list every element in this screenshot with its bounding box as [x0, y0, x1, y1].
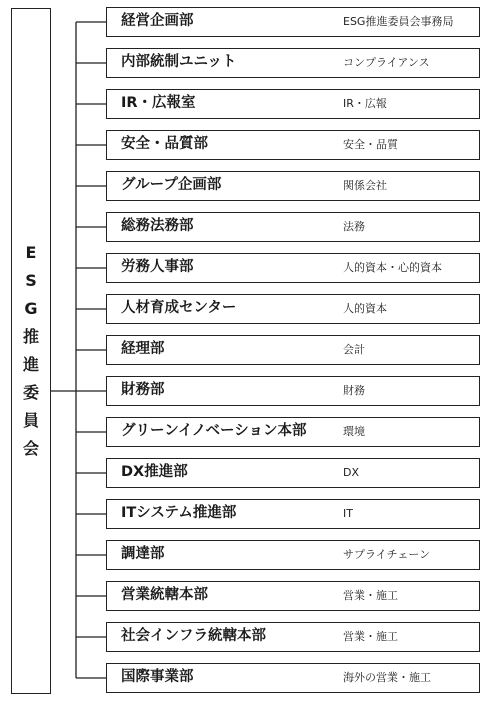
root-char: G [24, 299, 38, 318]
root-char: 委 [22, 383, 39, 402]
department-name: 内部統制ユニット [121, 54, 237, 70]
department-box [106, 622, 480, 652]
department-role: 法務 [343, 220, 365, 233]
root-char: 進 [22, 355, 39, 374]
department-role: DX [343, 466, 360, 479]
department-box [106, 663, 480, 693]
department-name: 財務部 [121, 382, 165, 398]
department-role: 営業・施工 [343, 630, 398, 643]
department-name: 営業統轄本部 [121, 587, 208, 603]
department-name: グリーンイノベーション本部 [121, 423, 307, 439]
department-role: 関係会社 [343, 179, 387, 192]
department-box [106, 48, 480, 78]
department-box [106, 417, 480, 447]
department-name: 労務人事部 [121, 259, 194, 275]
department-role: 財務 [343, 384, 365, 397]
department-role: 環境 [343, 425, 365, 438]
department-name: 経理部 [121, 341, 165, 357]
department-box [106, 253, 480, 283]
department-box [106, 89, 480, 119]
department-box [106, 458, 480, 488]
department-role: 安全・品質 [343, 138, 398, 151]
department-role: 人的資本 [343, 302, 387, 315]
department-box [106, 540, 480, 570]
department-name: 経営企画部 [121, 13, 194, 29]
department-box [106, 7, 480, 37]
department-name: 人材育成センター [121, 300, 237, 316]
root-char: 会 [22, 439, 39, 458]
department-name: 安全・品質部 [121, 136, 208, 152]
department-role: IT [343, 507, 353, 520]
esg-committee-box [11, 8, 51, 694]
department-name: 国際事業部 [121, 669, 194, 685]
department-role: サプライチェーン [343, 548, 431, 561]
department-box [106, 130, 480, 160]
department-role: 人的資本・心的資本 [343, 261, 442, 274]
department-role: IR・広報 [343, 97, 387, 110]
department-name: DX推進部 [121, 464, 188, 480]
department-box [106, 294, 480, 324]
department-role: 海外の営業・施工 [343, 671, 431, 684]
department-name: 総務法務部 [121, 218, 194, 234]
department-role: 会計 [343, 343, 365, 356]
department-name: 社会インフラ統轄本部 [121, 628, 266, 644]
department-box [106, 212, 480, 242]
root-char: 推 [22, 327, 39, 346]
department-box [106, 171, 480, 201]
department-name: IR・広報室 [121, 95, 196, 111]
department-name: 調達部 [121, 546, 165, 562]
root-char: E [25, 243, 37, 262]
department-role: コンプライアンス [343, 56, 430, 69]
department-name: ITシステム推進部 [121, 505, 237, 521]
department-role: 営業・施工 [343, 589, 398, 602]
root-char: 員 [22, 411, 39, 430]
esg-committee-label [23, 239, 39, 463]
department-box [106, 376, 480, 406]
department-name: グループ企画部 [121, 177, 222, 193]
root-char: S [25, 271, 37, 290]
department-box [106, 335, 480, 365]
department-role: ESG推進委員会事務局 [343, 15, 454, 28]
department-box [106, 499, 480, 529]
department-box [106, 581, 480, 611]
